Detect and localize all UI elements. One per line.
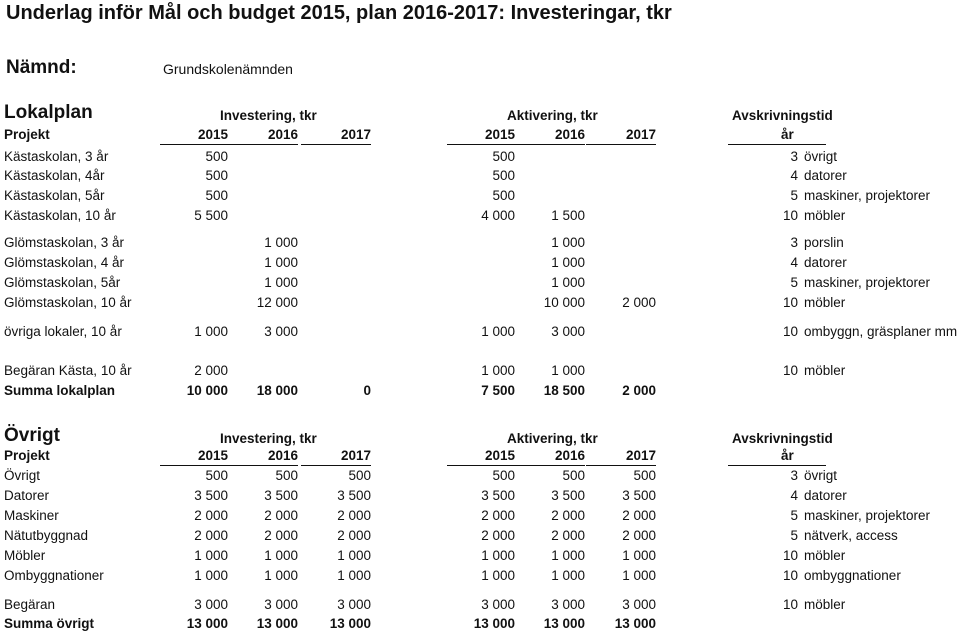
ovrigt-row (0, 526, 960, 546)
lokalplan-header-row-cell-name: Projekt (4, 127, 50, 142)
ovrigt-row-cell-i2: 3 000 (337, 597, 371, 612)
lokalplan-header-underline (515, 144, 585, 145)
ovrigt-header-row-cell-i1: 2016 (267, 448, 298, 463)
lokalplan-row-cell-a0: 1 000 (481, 324, 515, 339)
ovrigt-header-row (0, 446, 960, 466)
ovrigt-row-cell-a1: 3 500 (551, 488, 585, 503)
lokalplan-header-row-cell-i1: 2016 (267, 127, 298, 142)
ovrigt-row-cell-y: 10 (782, 597, 798, 612)
ovrigt-group-investering: Investering, tkr (220, 431, 317, 446)
lokalplan-row-cell-y: 10 (782, 363, 798, 378)
ovrigt-row-cell-t: möbler (804, 548, 846, 563)
lokalplan-row-cell-i0: 5 500 (194, 208, 228, 223)
ovrigt-row-cell-i2: 3 500 (337, 488, 371, 503)
lokalplan-header-row-cell-a2: 2017 (625, 127, 656, 142)
lokalplan-row-cell-t: möbler (804, 295, 846, 310)
lokalplan-header-underline (160, 144, 230, 145)
ovrigt-row-cell-i1: 13 000 (256, 616, 298, 631)
ovrigt-row-cell-i1: 2 000 (264, 528, 298, 543)
ovrigt-row-cell-a2: 2 000 (622, 508, 656, 523)
ovrigt-header-row-cell-i0: 2015 (197, 448, 228, 463)
ovrigt-row-cell-a1: 1 000 (551, 568, 585, 583)
ovrigt-row-cell-i2: 13 000 (329, 616, 371, 631)
lokalplan-row-cell-y: 4 (790, 168, 798, 183)
ovrigt-row-cell-a1: 2 000 (551, 508, 585, 523)
ovrigt-row-cell-i1: 500 (275, 468, 298, 483)
ovrigt-row-cell-a0: 3 000 (481, 597, 515, 612)
lokalplan-row-cell-a1: 1 000 (551, 255, 585, 270)
lokalplan-row-cell-y: 4 (790, 255, 798, 270)
lokalplan-row-cell-y: 10 (782, 324, 798, 339)
lokalplan-row-cell-t: datorer (804, 255, 847, 270)
lokalplan-row-cell-a2: 2 000 (622, 383, 656, 398)
lokalplan-row-cell-a1: 1 000 (551, 363, 585, 378)
lokalplan-row (0, 293, 960, 313)
ovrigt-row-cell-t: datorer (804, 488, 847, 503)
ovrigt-row-cell-y: 10 (782, 568, 798, 583)
lokalplan-row-cell-name: Kästaskolan, 3 år (4, 149, 109, 164)
ovrigt-header-row-cell-a0: 2015 (484, 448, 515, 463)
ovrigt-header-row-cell-a1: 2016 (554, 448, 585, 463)
ovrigt-row-cell-a2: 2 000 (622, 528, 656, 543)
lokalplan-row (0, 361, 960, 381)
ovrigt-row-cell-a0: 500 (492, 468, 515, 483)
ovrigt-row-cell-a2: 1 000 (622, 548, 656, 563)
ovrigt-row (0, 614, 960, 634)
lokalplan-row-cell-name: Kästaskolan, 5år (4, 188, 105, 203)
lokalplan-row-cell-a1: 1 000 (551, 235, 585, 250)
ovrigt-row (0, 466, 960, 486)
lokalplan-row-cell-i1: 18 000 (256, 383, 298, 398)
lokalplan-row-cell-y: 10 (782, 295, 798, 310)
ovrigt-row (0, 595, 960, 615)
ovrigt-row (0, 506, 960, 526)
ovrigt-row-cell-a1: 13 000 (543, 616, 585, 631)
ovrigt-row-cell-name: Ombyggnationer (4, 568, 104, 583)
lokalplan-row-cell-i1: 1 000 (264, 275, 298, 290)
ovrigt-row-cell-name: Maskiner (4, 508, 59, 523)
ovrigt-header-row-cell-name: Projekt (4, 448, 50, 463)
ovrigt-row-cell-i0: 500 (205, 468, 228, 483)
ovrigt-row-cell-i1: 2 000 (264, 508, 298, 523)
ovrigt-row-cell-i0: 1 000 (194, 568, 228, 583)
lokalplan-row-cell-y: 3 (790, 149, 798, 164)
ovrigt-row-cell-a2: 3 000 (622, 597, 656, 612)
ovrigt-row-cell-i2: 1 000 (337, 568, 371, 583)
ovrigt-row (0, 566, 960, 586)
lokalplan-group-aktivering: Aktivering, tkr (507, 108, 598, 123)
lokalplan-row-cell-a0: 500 (492, 149, 515, 164)
lokalplan-row-cell-name: Glömstaskolan, 3 år (4, 235, 125, 250)
lokalplan-row-cell-t: porslin (804, 235, 844, 250)
ovrigt-row-cell-a0: 3 500 (481, 488, 515, 503)
lokalplan-group-investering: Investering, tkr (220, 108, 317, 123)
ovrigt-group-avskrivning: Avskrivningstid (732, 431, 833, 446)
lokalplan-header-row-cell-a0: 2015 (484, 127, 515, 142)
lokalplan-row-cell-t: övrigt (804, 149, 838, 164)
lokalplan-row-cell-a1: 3 000 (551, 324, 585, 339)
lokalplan-row-cell-a1: 1 000 (551, 275, 585, 290)
lokalplan-row (0, 273, 960, 293)
lokalplan-row-cell-a2: 2 000 (622, 295, 656, 310)
lokalplan-row-cell-i0: 2 000 (194, 363, 228, 378)
lokalplan-row (0, 233, 960, 253)
ovrigt-row-cell-y: 5 (790, 528, 798, 543)
lokalplan-row-cell-a0: 500 (492, 188, 515, 203)
ovrigt-row-cell-a2: 3 500 (622, 488, 656, 503)
ovrigt-row-cell-a1: 1 000 (551, 548, 585, 563)
lokalplan-header-row-cell-a1: 2016 (554, 127, 585, 142)
lokalplan-row (0, 322, 960, 342)
ovrigt-row-cell-y: 3 (790, 468, 798, 483)
lokalplan-row-cell-name: övriga lokaler, 10 år (4, 324, 122, 339)
ovrigt-row-cell-a0: 13 000 (473, 616, 515, 631)
lokalplan-row-cell-i1: 1 000 (264, 235, 298, 250)
ovrigt-row-cell-i0: 2 000 (194, 528, 228, 543)
ovrigt-row-cell-i1: 3 000 (264, 597, 298, 612)
lokalplan-header-row (0, 125, 960, 145)
ovrigt-row-cell-a0: 2 000 (481, 508, 515, 523)
ovrigt-row-cell-t: maskiner, projektorer (804, 508, 931, 523)
lokalplan-row-cell-y: 5 (790, 188, 798, 203)
page-title: Underlag inför Mål och budget 2015, plan 2016-2017: Investeringar, tkr (6, 2, 672, 24)
lokalplan-header-row-cell-y: år (781, 127, 794, 142)
lokalplan-row-cell-name: Glömstaskolan, 4 år (4, 255, 125, 270)
ovrigt-row-cell-a1: 500 (562, 468, 585, 483)
lokalplan-row-cell-y: 5 (790, 275, 798, 290)
ovrigt-row-cell-y: 4 (790, 488, 798, 503)
ovrigt-row (0, 486, 960, 506)
ovrigt-group-aktivering: Aktivering, tkr (507, 431, 598, 446)
ovrigt-row-cell-i2: 500 (348, 468, 371, 483)
lokalplan-header-underline (301, 144, 371, 145)
ovrigt-row-cell-i2: 2 000 (337, 508, 371, 523)
lokalplan-row-cell-name: Kästaskolan, 4år (4, 168, 105, 183)
lokalplan-row-cell-name: Glömstaskolan, 5år (4, 275, 121, 290)
ovrigt-row-cell-name: Övrigt (4, 468, 41, 483)
lokalplan-row (0, 186, 960, 206)
ovrigt-row-cell-i0: 3 000 (194, 597, 228, 612)
lokalplan-group-avskrivning: Avskrivningstid (732, 108, 833, 123)
lokalplan-row-cell-i0: 500 (205, 168, 228, 183)
ovrigt-row-cell-a0: 2 000 (481, 528, 515, 543)
lokalplan-row-cell-name: Summa lokalplan (4, 383, 116, 398)
lokalplan-header-underline (728, 144, 826, 145)
lokalplan-row-cell-i0: 1 000 (194, 324, 228, 339)
lokalplan-row-cell-t: möbler (804, 363, 846, 378)
ovrigt-row-cell-a0: 1 000 (481, 548, 515, 563)
lokalplan-header-underline (586, 144, 656, 145)
ovrigt-row (0, 546, 960, 566)
lokalplan-row (0, 166, 960, 186)
ovrigt-row-cell-a2: 13 000 (614, 616, 656, 631)
ovrigt-row-cell-a0: 1 000 (481, 568, 515, 583)
ovrigt-row-cell-i0: 1 000 (194, 548, 228, 563)
lokalplan-header-row-cell-i0: 2015 (197, 127, 228, 142)
lokalplan-row-cell-name: Kästaskolan, 10 år (4, 208, 116, 223)
ovrigt-section-title: Övrigt (4, 425, 60, 446)
ovrigt-row-cell-i0: 13 000 (186, 616, 228, 631)
ovrigt-row-cell-t: övrigt (804, 468, 838, 483)
ovrigt-row-cell-t: nätverk, access (804, 528, 898, 543)
ovrigt-row-cell-a2: 500 (633, 468, 656, 483)
lokalplan-header-underline (447, 144, 517, 145)
ovrigt-header-row-cell-y: år (781, 448, 794, 463)
ovrigt-row-cell-name: Datorer (4, 488, 50, 503)
ovrigt-row-cell-i2: 1 000 (337, 548, 371, 563)
ovrigt-header-row-cell-i2: 2017 (340, 448, 371, 463)
lokalplan-row-cell-y: 3 (790, 235, 798, 250)
lokalplan-row-cell-name: Begäran Kästa, 10 år (4, 363, 132, 378)
lokalplan-header-underline (228, 144, 298, 145)
lokalplan-row-cell-a1: 1 500 (551, 208, 585, 223)
ovrigt-row-cell-i1: 1 000 (264, 568, 298, 583)
ovrigt-row-cell-t: ombyggnationer (804, 568, 901, 583)
ovrigt-row-cell-t: möbler (804, 597, 846, 612)
lokalplan-row-cell-y: 10 (782, 208, 798, 223)
lokalplan-row-cell-a0: 7 500 (481, 383, 515, 398)
lokalplan-header-row-cell-i2: 2017 (340, 127, 371, 142)
lokalplan-section-title: Lokalplan (4, 102, 93, 123)
ovrigt-row-cell-i2: 2 000 (337, 528, 371, 543)
lokalplan-row-cell-i0: 500 (205, 149, 228, 164)
lokalplan-row-cell-i1: 3 000 (264, 324, 298, 339)
lokalplan-row-cell-a0: 1 000 (481, 363, 515, 378)
lokalplan-row (0, 381, 960, 401)
lokalplan-row-cell-a1: 10 000 (543, 295, 585, 310)
lokalplan-row-cell-i1: 1 000 (264, 255, 298, 270)
namnd-value: Grundskolenämnden (163, 61, 293, 77)
ovrigt-row-cell-a1: 2 000 (551, 528, 585, 543)
lokalplan-row-cell-t: maskiner, projektorer (804, 275, 931, 290)
ovrigt-row-cell-name: Nätutbyggnad (4, 528, 89, 543)
ovrigt-row-cell-name: Möbler (4, 548, 46, 563)
ovrigt-row-cell-i1: 3 500 (264, 488, 298, 503)
ovrigt-row-cell-i0: 3 500 (194, 488, 228, 503)
lokalplan-row-cell-t: maskiner, projektorer (804, 188, 931, 203)
lokalplan-row (0, 253, 960, 273)
ovrigt-row-cell-i1: 1 000 (264, 548, 298, 563)
ovrigt-row-cell-y: 5 (790, 508, 798, 523)
lokalplan-row-cell-t: ombyggn, gräsplaner mm (804, 324, 958, 339)
lokalplan-row (0, 147, 960, 167)
ovrigt-row-cell-y: 10 (782, 548, 798, 563)
lokalplan-row-cell-i0: 10 000 (186, 383, 228, 398)
ovrigt-row-cell-name: Summa övrigt (4, 616, 95, 631)
ovrigt-row-cell-name: Begäran (4, 597, 56, 612)
ovrigt-row-cell-a1: 3 000 (551, 597, 585, 612)
lokalplan-row-cell-a0: 500 (492, 168, 515, 183)
lokalplan-row-cell-name: Glömstaskolan, 10 år (4, 295, 132, 310)
namnd-label: Nämnd: (6, 57, 77, 78)
lokalplan-row-cell-a0: 4 000 (481, 208, 515, 223)
ovrigt-row-cell-a2: 1 000 (622, 568, 656, 583)
lokalplan-row-cell-i0: 500 (205, 188, 228, 203)
lokalplan-row (0, 206, 960, 226)
ovrigt-header-row-cell-a2: 2017 (625, 448, 656, 463)
lokalplan-row-cell-i2: 0 (363, 383, 371, 398)
lokalplan-row-cell-a1: 18 500 (543, 383, 585, 398)
lokalplan-row-cell-t: möbler (804, 208, 846, 223)
ovrigt-row-cell-i0: 2 000 (194, 508, 228, 523)
lokalplan-row-cell-t: datorer (804, 168, 847, 183)
lokalplan-row-cell-i1: 12 000 (256, 295, 298, 310)
